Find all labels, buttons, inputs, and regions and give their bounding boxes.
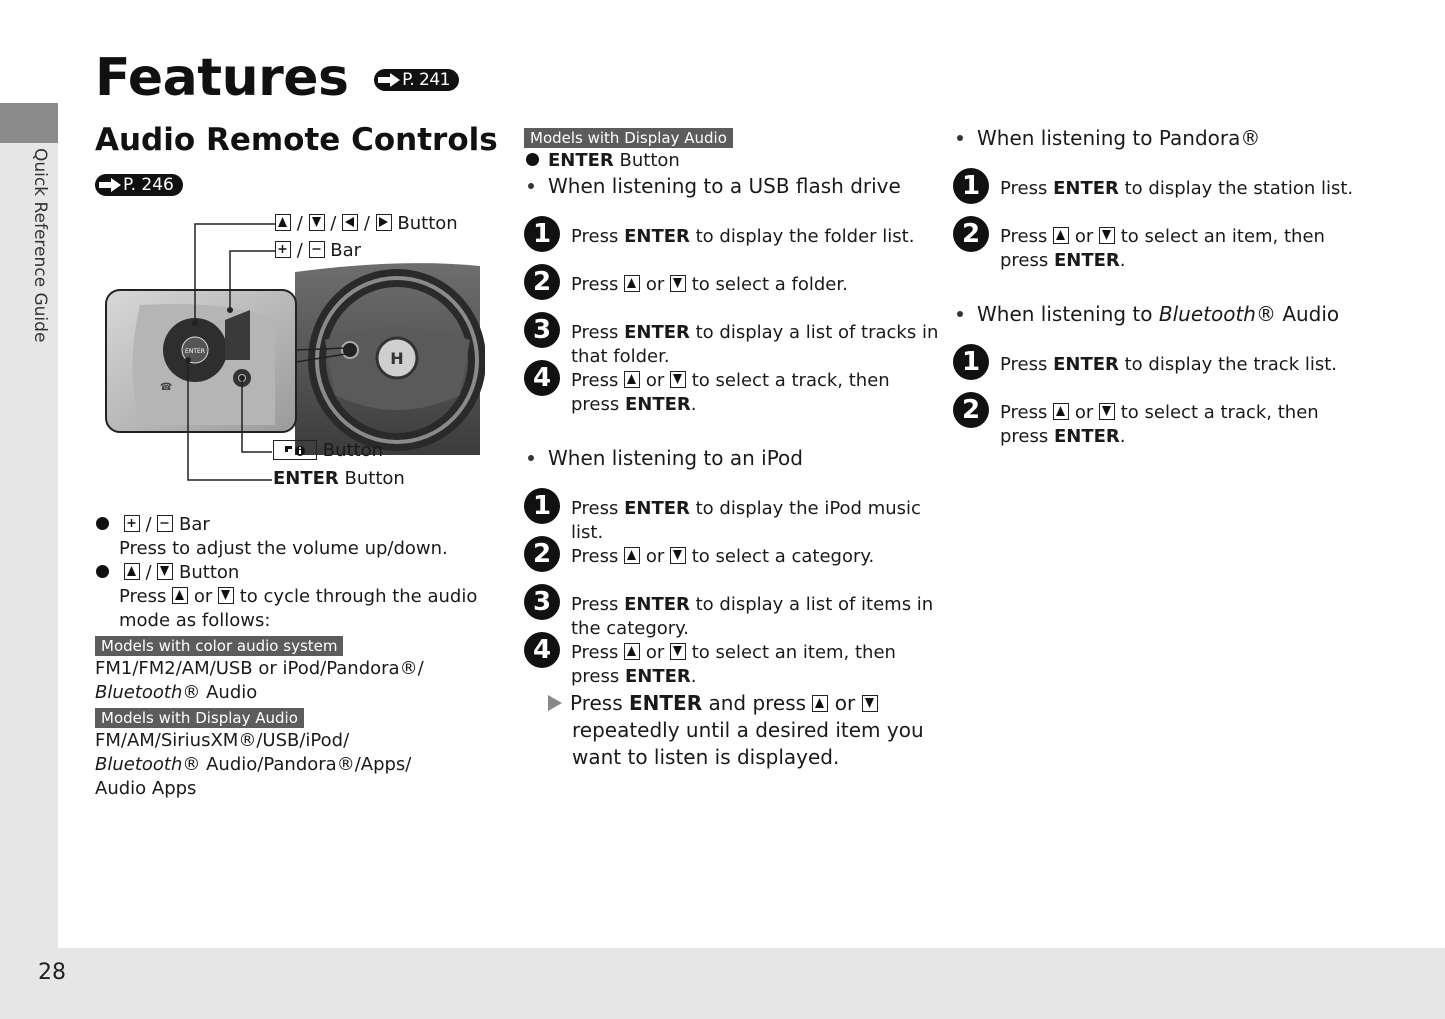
- callout-arrow-buttons-label: Button: [397, 213, 458, 234]
- down-key-icon: [670, 547, 686, 564]
- up-key-icon: [624, 275, 640, 292]
- bullet-icon: [96, 517, 109, 530]
- step-number: 2: [524, 264, 560, 300]
- up-key-icon: [624, 547, 640, 564]
- down-key-icon: [309, 214, 325, 231]
- bullet-icon: [528, 183, 534, 189]
- enter-button-heading: ENTER Button: [526, 149, 680, 173]
- down-key-icon: [1099, 227, 1115, 244]
- plus-key-icon: [275, 241, 291, 258]
- ipod-step-4: Press or to select an item, then press ENTER.: [571, 642, 896, 687]
- down-key-icon: [670, 275, 686, 292]
- bullet-icon: [96, 565, 109, 578]
- svg-text:☎: ☎: [160, 382, 173, 393]
- minus-key-icon: [157, 515, 173, 532]
- svg-text:H: H: [390, 349, 404, 368]
- tag-color-audio: Models with color audio system: [95, 636, 343, 656]
- up-key-icon: [275, 214, 291, 231]
- callout-info-button-label: Button: [322, 440, 384, 461]
- up-key-icon: [124, 563, 140, 580]
- color-modes-line2: Bluetooth® Audio: [95, 682, 258, 703]
- bar-bullet-title: Bar: [179, 514, 210, 535]
- section-page-ref-text: P. 246: [123, 175, 174, 195]
- down-key-icon: [670, 371, 686, 388]
- pandora-step-1: Press ENTER to display the station list.: [1000, 178, 1354, 199]
- ipod-heading: When listening to an iPod: [528, 445, 803, 471]
- step-number: 3: [524, 312, 560, 348]
- step-number: 1: [524, 488, 560, 524]
- ipod-step-1: Press ENTER to display the iPod music list.: [571, 498, 921, 543]
- arrow-right-icon: [378, 73, 400, 87]
- up-key-icon: [1053, 227, 1069, 244]
- down-key-icon: [1099, 403, 1115, 420]
- sidebar-tab-marker: [0, 103, 58, 144]
- down-key-icon: [862, 695, 878, 712]
- tag-display-audio-left: Models with Display Audio: [95, 708, 304, 728]
- title-page-ref-text: P. 241: [402, 70, 450, 90]
- callout-enter-button: ENTER Button: [273, 468, 405, 489]
- up-key-icon: [812, 695, 828, 712]
- ipod-step-3: Press ENTER to display a list of items in the category.: [571, 594, 934, 639]
- page-title-text: Features: [95, 48, 349, 108]
- bluetooth-step-2: Press or to select a track, then press ENTER.: [1000, 402, 1319, 447]
- title-page-ref[interactable]: [374, 69, 459, 91]
- bluetooth-heading: When listening to Bluetooth® Audio: [957, 301, 1339, 327]
- usb-step-3: Press ENTER to display a list of tracks in that folder.: [571, 322, 939, 367]
- step-number: 1: [953, 168, 989, 204]
- up-key-icon: [172, 587, 188, 604]
- bluetooth-step-1: Press ENTER to display the track list.: [1000, 354, 1338, 375]
- step-number: 2: [953, 216, 989, 252]
- right-key-icon: [376, 214, 392, 231]
- minus-key-icon: [309, 241, 325, 258]
- ipod-note: Press ENTER and press or repeatedly until a desired item you want to listen is displayed.: [548, 690, 924, 771]
- sidebar-label: Quick Reference Guide: [30, 148, 50, 343]
- pandora-heading: When listening to Pandora®: [957, 125, 1260, 151]
- left-key-icon: [342, 214, 358, 231]
- callout-volume-bar-label: Bar: [330, 240, 362, 261]
- usb-heading: When listening to a USB flash drive: [528, 173, 901, 199]
- up-key-icon: [624, 371, 640, 388]
- pandora-step-2: Press or to select an item, then press ENTER.: [1000, 226, 1325, 271]
- step-number: 4: [524, 632, 560, 668]
- display-modes-line3: Audio Apps: [95, 778, 197, 799]
- updown-description: Press or to cycle through the audio: [119, 586, 478, 607]
- step-number: 2: [524, 536, 560, 572]
- usb-step-1: Press ENTER to display the folder list.: [571, 226, 915, 247]
- callout-info-button: [273, 439, 383, 463]
- ipod-step-2: Press or to select a category.: [571, 546, 875, 567]
- down-key-icon: [670, 643, 686, 660]
- up-key-icon: [624, 643, 640, 660]
- updown-bullet: / Button: [96, 561, 239, 585]
- section-title: Audio Remote Controls: [95, 122, 498, 158]
- bar-bullet: / Bar: [96, 513, 210, 537]
- section-page-ref[interactable]: [95, 174, 183, 196]
- bullet-icon: [526, 153, 539, 166]
- footer-bar: [58, 948, 1445, 1019]
- callout-arrow-buttons: / / / Button: [275, 212, 458, 236]
- updown-description-line2: mode as follows:: [119, 610, 271, 631]
- tag-display-audio: Models with Display Audio: [524, 128, 733, 148]
- page-title: [95, 48, 459, 108]
- page-number: 28: [38, 960, 66, 985]
- down-key-icon: [157, 563, 173, 580]
- step-number: 3: [524, 584, 560, 620]
- bullet-icon: [528, 455, 534, 461]
- step-number: 1: [524, 216, 560, 252]
- bar-description: Press to adjust the volume up/down.: [119, 538, 448, 559]
- note-arrow-icon: [548, 695, 562, 711]
- info-button-icon: [273, 440, 317, 460]
- arrow-right-icon: [99, 178, 121, 192]
- display-modes-line1: FM/AM/SiriusXM®/USB/iPod/: [95, 730, 350, 751]
- step-number: 1: [953, 344, 989, 380]
- step-number: 2: [953, 392, 989, 428]
- down-key-icon: [218, 587, 234, 604]
- bullet-icon: [957, 311, 963, 317]
- bullet-icon: [957, 135, 963, 141]
- updown-bullet-title: Button: [179, 562, 240, 583]
- usb-step-4: Press or to select a track, then press ENTER.: [571, 370, 890, 415]
- color-modes-line1: FM1/FM2/AM/USB or iPod/Pandora®/: [95, 658, 424, 679]
- usb-step-2: Press or to select a folder.: [571, 274, 848, 295]
- display-modes-line2: Bluetooth® Audio/Pandora®/Apps/: [95, 754, 412, 775]
- callout-volume-bar: / Bar: [275, 239, 361, 263]
- svg-text:ENTER: ENTER: [185, 348, 205, 355]
- plus-key-icon: [124, 515, 140, 532]
- up-key-icon: [1053, 403, 1069, 420]
- step-number: 4: [524, 360, 560, 396]
